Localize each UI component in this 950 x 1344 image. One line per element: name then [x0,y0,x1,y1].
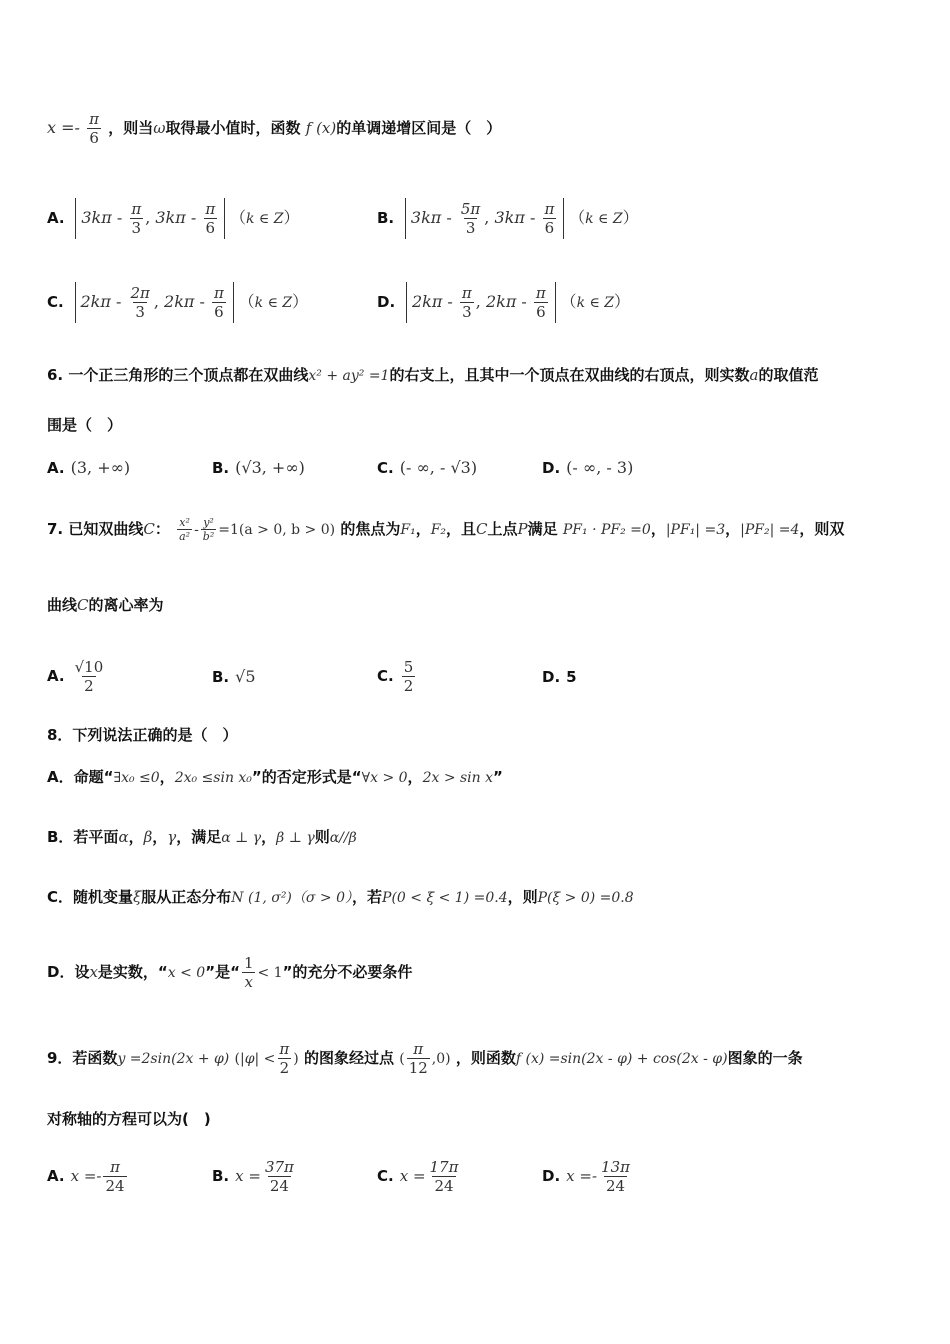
q5-option-b[interactable]: B. 3kπ - $\frac{5\pi}{3}$ , 3kπ - $\frac{\pi}{6}$ （k ∈ Z） [377,200,639,237]
q7-option-a[interactable]: A. $\frac{√10}{2}$ [47,658,104,695]
q7-C: C [143,520,155,538]
q8-option-d[interactable]: D．设x是实数，“x < 0”是“ $\frac{1}{x}$ < 1”的充分不必要条件 [47,954,413,991]
q6-stem-line1: 6. 一个正三角形的三个顶点都在双曲线x² + ay² =1的右支上，且其中一个顶点在双曲线的右顶点，则实数a的取值范 [47,366,819,384]
q5-option-a-interval: 3kπ - $\frac{\pi}{3}$ , 3kπ - $\frac{\pi}{6}$ [75,198,225,239]
q5-option-d[interactable]: D. 2kπ - $\frac{\pi}{3}$ , 2kπ - $\frac{\pi}{6}$ （k ∈ Z） [377,284,631,321]
q6-option-d[interactable]: D. (- ∞, - 3) [542,458,634,477]
q8-option-a[interactable]: A．命题“∃x₀ ≤0，2x₀ ≤sin x₀”的否定形式是“∀x > 0，2x > sin x” [47,768,503,786]
q7-option-b[interactable]: B. √5 [212,667,256,686]
q5-option-b-interval: 3kπ - $\frac{5\pi}{3}$ , 3kπ - $\frac{\pi}{6}$ [405,198,564,239]
q5-option-a[interactable]: A. 3kπ - $\frac{\pi}{3}$ , 3kπ - $\frac{\pi}{6}$ （k ∈ Z） [47,200,300,237]
q8-option-b[interactable]: B．若平面α，β，γ，满足α ⊥ γ，β ⊥ γ则α//β [47,828,357,846]
q9-function: y =2sin(2x + φ) [117,1051,230,1067]
q6-option-b[interactable]: B. (√3, +∞) [212,458,305,477]
q7-eq-tail: =1(a > 0, b > 0) [218,522,336,538]
q9-option-c[interactable]: C. x = $\frac{17\pi}{24}$ [377,1158,459,1195]
q6-option-c[interactable]: C. (- ∞, - √3) [377,458,478,477]
q5-omega: ω [153,119,166,137]
q9-option-b[interactable]: B. x = $\frac{37\pi}{24}$ [212,1158,294,1195]
q9-stem-line1: 9．若函数y =2sin(2x + φ) (|φ| < $\frac{\pi}{2}$ ) 的图象经过点 ( $\frac{\pi}{12}$ ,0) ，则函数f (x) =sin(2x - φ) + cos(2x - φ)图象的一条 [47,1040,803,1077]
q8-stem: 8．下列说法正确的是（ ） [47,726,238,744]
q5-pi-over-6: $\frac{\pi}{6}$ [89,110,100,147]
q5-continuation: x =- $\frac{\pi}{6}$ ，则当ω取得最小值时，函数 f (x)的单调递增区间是（ ） [47,110,502,147]
q5-option-c[interactable]: C. 2kπ - $\frac{2\pi}{3}$ , 2kπ - $\frac{\pi}{6}$ （k ∈ Z） [47,284,309,321]
q9-function2: f (x) =sin(2x - φ) + cos(2x - φ) [515,1051,728,1067]
q6-stem-line2: 围是（ ） [47,416,123,434]
q7-option-d[interactable]: D. 5 [542,668,577,686]
q9-stem-line2: 对称轴的方程可以为( ) [47,1110,211,1128]
q7-stem-line1: 7. 已知双曲线C： $\frac{\text{x²}}{\text{a²}}$ - $\frac{\text{y²}}{\text{b²}}$ =1(a > 0, b > 0) 的焦点为F₁，F₂，且C上点P满足 PF₁ · PF₂ =0，|PF₁| =3，|PF₂| =4，则双 [47,516,845,543]
q9-option-a[interactable]: A. x =- $\frac{\pi}{24}$ [47,1158,125,1195]
q5-fx: f (x) [305,119,337,137]
q5-option-d-interval: 2kπ - $\frac{\pi}{3}$ , 2kπ - $\frac{\pi}{6}$ [406,282,556,323]
q7-dot-product: PF₁ · PF₂ =0 [562,522,651,538]
q7-option-c[interactable]: C. $\frac{5}{2}$ [377,658,414,695]
q7-stem-line2: 曲线C的离心率为 [47,596,164,614]
q6-hyperbola-eq: x² + ay² =1 [308,368,390,384]
q9-option-d[interactable]: D. x =- $\frac{13\pi}{24}$ [542,1158,630,1195]
q5-x-expr: x =- [47,118,80,137]
q5-option-c-interval: 2kπ - $\frac{2\pi}{3}$ , 2kπ - $\frac{\pi}{6}$ [75,282,234,323]
q8-option-c[interactable]: C．随机变量ξ服从正态分布N (1, σ²)（σ > 0），若P(0 < ξ < 1) =0.4，则P(ξ > 0) =0.8 [47,888,634,906]
q6-option-a[interactable]: A. (3, +∞) [47,458,131,477]
q6-var-a: a [749,366,759,384]
